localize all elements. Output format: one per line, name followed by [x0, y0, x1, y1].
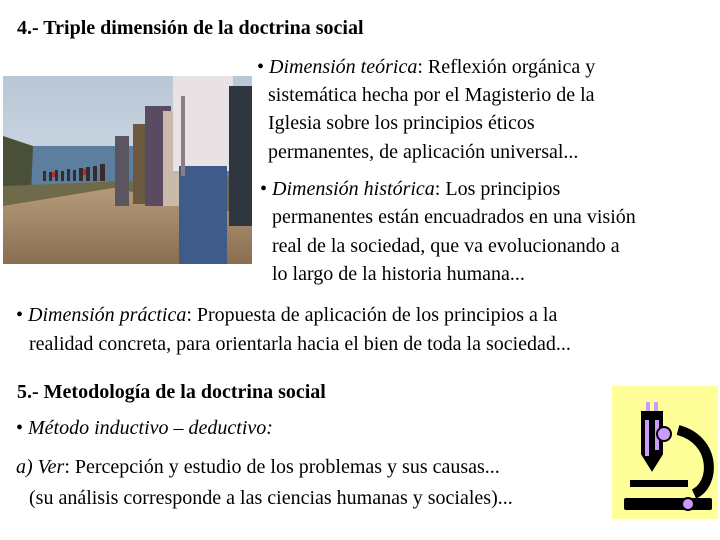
historica-text: : Los principios	[434, 178, 561, 200]
bullet: •	[257, 56, 265, 78]
coastal-path-walkers-photo	[3, 76, 252, 264]
section-4-heading: 4.- Triple dimensión de la doctrina social	[17, 17, 364, 39]
teorica-text: : Reflexión orgánica y	[417, 56, 596, 78]
ver-line-2: (su análisis corresponde a las ciencias humanas y sociales)...	[29, 487, 513, 509]
ver-text: : Percepción y estudio de los problemas y sus causas...	[64, 456, 500, 478]
historica-term: Dimensión histórica	[272, 178, 435, 200]
ver-line-1	[16, 456, 500, 479]
metodo-line	[16, 417, 273, 440]
historica-line-4: lo largo de la historia humana...	[272, 263, 525, 285]
ver-prefix: a) Ver	[16, 456, 65, 478]
teorica-line-3: Iglesia sobre los principios éticos	[268, 112, 535, 134]
bullet: •	[16, 417, 24, 439]
metodo-term: Método inductivo – deductivo:	[28, 417, 273, 439]
teorica-line-4: permanentes, de aplicación universal...	[268, 141, 579, 163]
section-5-heading: 5.- Metodología de la doctrina social	[17, 381, 326, 403]
bullet: •	[260, 178, 268, 200]
historica-line-2: permanentes están encuadrados en una visión	[272, 206, 636, 228]
practica-text: : Propuesta de aplicación de los principios a la	[186, 304, 558, 326]
practica-term: Dimensión práctica	[28, 304, 187, 326]
historica-line-1	[260, 178, 560, 201]
historica-line-3: real de la sociedad, que va evolucionando a	[272, 235, 620, 257]
microscope-icon	[612, 386, 718, 519]
bullet: •	[16, 304, 24, 326]
teorica-term: Dimensión teórica	[269, 56, 418, 78]
teorica-line-2: sistemática hecha por el Magisterio de la	[268, 84, 595, 106]
teorica-line-1	[257, 56, 595, 79]
practica-line-2: realidad concreta, para orientarla hacia el bien de toda la sociedad...	[29, 333, 571, 355]
practica-line-1	[16, 304, 557, 327]
